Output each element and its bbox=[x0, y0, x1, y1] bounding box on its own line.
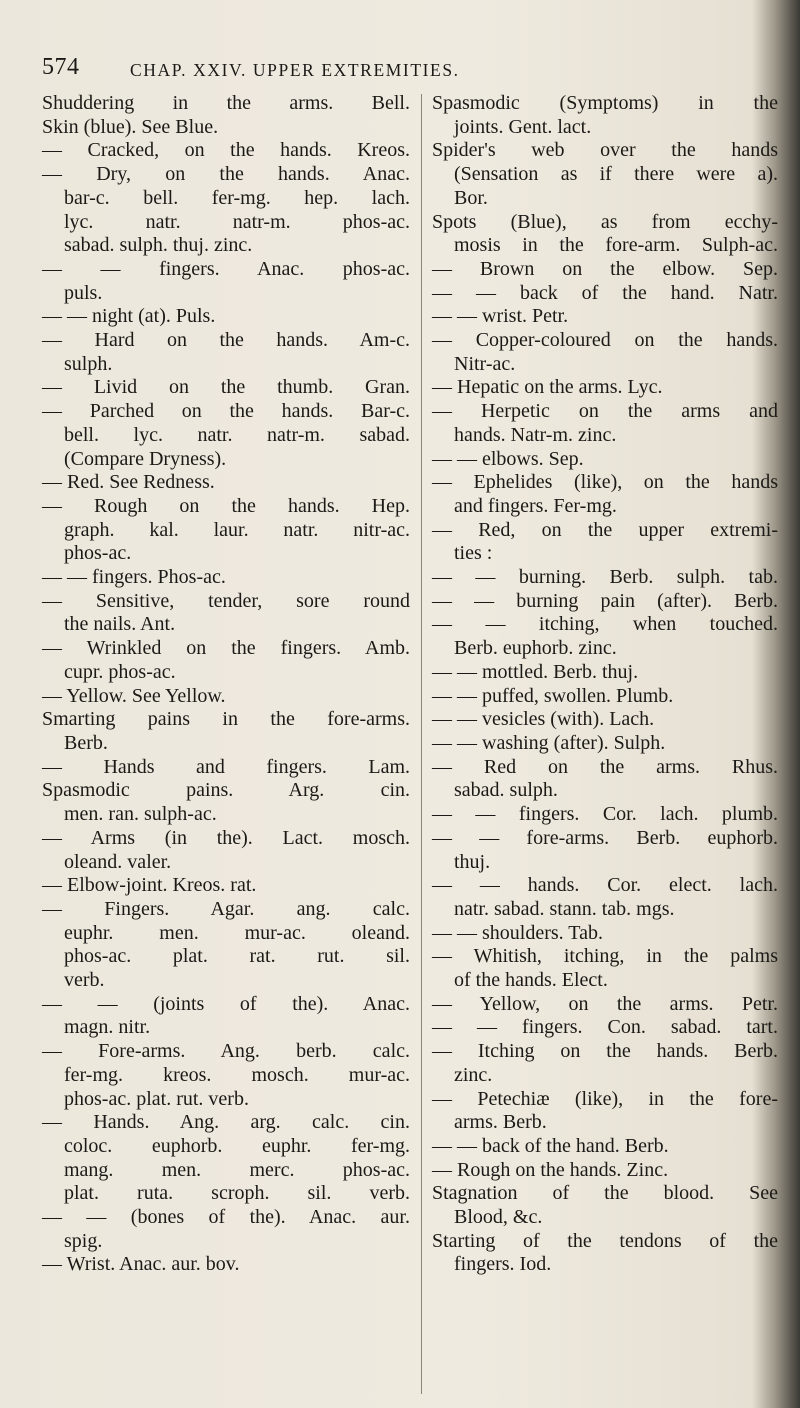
index-line: — Brown on the elbow. Sep. bbox=[432, 257, 778, 280]
index-line: — Sensitive, tender, sore round bbox=[42, 589, 410, 612]
index-line: — — vesicles (with). Lach. bbox=[432, 708, 655, 731]
index-line: (Compare Dryness). bbox=[64, 447, 227, 470]
index-line: — Red on the arms. Rhus. bbox=[432, 755, 778, 778]
index-line: Shuddering in the arms. Bell. bbox=[42, 92, 410, 114]
index-line: — Rough on the hands. Hep. bbox=[42, 494, 410, 517]
index-line: — Hepatic on the arms. Lyc. bbox=[432, 376, 663, 399]
index-line: — Whitish, itching, in the palms bbox=[432, 945, 778, 968]
index-line: graph. kal. laur. natr. nitr-ac. bbox=[64, 518, 410, 541]
index-line: Berb. bbox=[64, 731, 108, 754]
index-line: Spasmodic (Symptoms) in the bbox=[432, 92, 778, 114]
index-line: sulph. bbox=[64, 352, 113, 375]
index-line: — — back of the hand. Berb. bbox=[432, 1134, 669, 1157]
index-line: — Fore-arms. Ang. berb. calc. bbox=[42, 1040, 410, 1063]
index-line: — Hands and fingers. Lam. bbox=[42, 755, 410, 778]
index-line: sabad. sulph. thuj. zinc. bbox=[64, 234, 253, 257]
index-line: — — wrist. Petr. bbox=[432, 305, 569, 328]
index-line: Spots (Blue), as from ecchy- bbox=[432, 210, 778, 233]
index-line: men. ran. sulph-ac. bbox=[64, 803, 217, 826]
index-line: phos-ac. plat. rut. verb. bbox=[64, 1087, 249, 1110]
index-line: — — puffed, swollen. Plumb. bbox=[432, 684, 674, 707]
index-line: — — shoulders. Tab. bbox=[432, 921, 603, 944]
index-line: — — hands. Cor. elect. lach. bbox=[432, 874, 778, 897]
left-column bbox=[42, 92, 410, 1277]
index-line: — Copper-coloured on the hands. bbox=[432, 329, 778, 352]
index-line: Smarting pains in the fore-arms. bbox=[42, 708, 410, 731]
index-line: coloc. euphorb. euphr. fer-mg. bbox=[64, 1134, 410, 1157]
index-line: — Elbow-joint. Kreos. rat. bbox=[42, 874, 257, 897]
index-line: — Wrinkled on the fingers. Amb. bbox=[42, 637, 410, 660]
index-line: ties : bbox=[454, 542, 493, 565]
index-line: — Yellow. See Yellow. bbox=[42, 684, 226, 707]
index-line: arms. Berb. bbox=[454, 1111, 547, 1134]
index-line: bell. lyc. natr. natr-m. sabad. bbox=[64, 423, 410, 446]
index-line: verb. bbox=[64, 969, 105, 992]
index-line: natr. sabad. stann. tab. mgs. bbox=[454, 897, 675, 920]
index-line: Bor. bbox=[454, 186, 488, 209]
index-line: — Livid on the thumb. Gran. bbox=[42, 376, 410, 399]
index-line: — Itching on the hands. Berb. bbox=[432, 1040, 778, 1063]
index-line: (Sensation as if there were a). bbox=[454, 163, 778, 186]
index-line: — — fingers. Con. sabad. tart. bbox=[432, 1016, 778, 1039]
page-header bbox=[40, 54, 760, 84]
index-line: — — burning. Berb. sulph. tab. bbox=[432, 566, 778, 589]
index-line: — — fingers. Anac. phos-ac. bbox=[42, 257, 410, 280]
index-line: — — back of the hand. Natr. bbox=[432, 281, 778, 304]
index-line: — Rough on the hands. Zinc. bbox=[432, 1158, 669, 1181]
index-line: — Yellow, on the arms. Petr. bbox=[432, 992, 778, 1015]
index-line: — — washing (after). Sulph. bbox=[432, 731, 666, 754]
index-line: Stagnation of the blood. See bbox=[432, 1182, 778, 1205]
index-line: — Wrist. Anac. aur. bov. bbox=[42, 1253, 240, 1276]
index-line: plat. ruta. scroph. sil. verb. bbox=[64, 1182, 410, 1205]
index-line: — — elbows. Sep. bbox=[432, 447, 584, 470]
index-line: phos-ac. plat. rat. rut. sil. bbox=[64, 945, 410, 968]
index-line: — — (bones of the). Anac. aur. bbox=[42, 1206, 410, 1229]
index-line: lyc. natr. natr-m. phos-ac. bbox=[64, 210, 410, 233]
index-line: — — itching, when touched. bbox=[432, 613, 778, 636]
right-column bbox=[432, 92, 778, 1277]
index-line: Berb. euphorb. zinc. bbox=[454, 637, 617, 660]
index-line: bar-c. bell. fer-mg. hep. lach. bbox=[64, 186, 410, 209]
index-line: — Herpetic on the arms and bbox=[432, 400, 778, 423]
index-line: — — (joints of the). Anac. bbox=[42, 992, 410, 1015]
index-line: — Petechiæ (like), in the fore- bbox=[432, 1087, 778, 1110]
column-divider bbox=[421, 94, 422, 1394]
index-line: Skin (blue). See Blue. bbox=[42, 115, 219, 138]
index-line: Blood, &c. bbox=[454, 1206, 543, 1229]
index-line: euphr. men. mur-ac. oleand. bbox=[64, 921, 410, 944]
index-line: oleand. valer. bbox=[64, 850, 172, 873]
index-line: the nails. Ant. bbox=[64, 613, 176, 636]
index-line: Spider's web over the hands bbox=[432, 139, 778, 162]
index-line: phos-ac. bbox=[64, 542, 132, 565]
index-line: joints. Gent. lact. bbox=[454, 115, 592, 138]
index-line: puls. bbox=[64, 281, 103, 304]
index-line: fer-mg. kreos. mosch. mur-ac. bbox=[64, 1063, 410, 1086]
index-line: — Dry, on the hands. Anac. bbox=[42, 163, 410, 186]
index-line: — Red, on the upper extremi- bbox=[432, 518, 778, 541]
running-head: CHAP. XXIV. UPPER EXTREMITIES. bbox=[130, 60, 460, 80]
index-line: — Ephelides (like), on the hands bbox=[432, 471, 778, 494]
index-line: zinc. bbox=[454, 1063, 493, 1086]
index-line: mang. men. merc. phos-ac. bbox=[64, 1158, 410, 1181]
index-line: — Hard on the hands. Am-c. bbox=[42, 329, 410, 352]
index-line: — — fingers. Cor. lach. plumb. bbox=[432, 803, 778, 826]
index-line: thuj. bbox=[454, 850, 491, 873]
index-line: spig. bbox=[64, 1229, 103, 1252]
index-line: mosis in the fore-arm. Sulph-ac. bbox=[454, 234, 778, 257]
index-line: — — fore-arms. Berb. euphorb. bbox=[432, 826, 778, 849]
index-line: — Parched on the hands. Bar-c. bbox=[42, 400, 410, 423]
index-line: — Cracked, on the hands. Kreos. bbox=[42, 139, 410, 162]
index-line: — — burning pain (after). Berb. bbox=[432, 589, 778, 612]
index-line: magn. nitr. bbox=[64, 1016, 151, 1039]
index-line: Spasmodic pains. Arg. cin. bbox=[42, 779, 410, 802]
index-line: hands. Natr-m. zinc. bbox=[454, 423, 617, 446]
index-line: — — night (at). Puls. bbox=[42, 305, 216, 328]
index-line: — Fingers. Agar. ang. calc. bbox=[42, 897, 410, 920]
index-line: fingers. Iod. bbox=[454, 1253, 552, 1276]
index-line: — — fingers. Phos-ac. bbox=[42, 566, 226, 589]
index-line: — — mottled. Berb. thuj. bbox=[432, 660, 639, 683]
index-line: of the hands. Elect. bbox=[454, 969, 608, 992]
index-line: — Arms (in the). Lact. mosch. bbox=[42, 826, 410, 849]
page-number: 574 bbox=[42, 54, 80, 80]
index-line: sabad. sulph. bbox=[454, 779, 558, 802]
index-line: — Red. See Redness. bbox=[42, 471, 215, 494]
index-line: cupr. phos-ac. bbox=[64, 660, 176, 683]
index-line: Nitr-ac. bbox=[454, 352, 516, 375]
index-line: Starting of the tendons of the bbox=[432, 1229, 778, 1252]
index-line: and fingers. Fer-mg. bbox=[454, 494, 617, 517]
index-line: — Hands. Ang. arg. calc. cin. bbox=[42, 1111, 410, 1134]
